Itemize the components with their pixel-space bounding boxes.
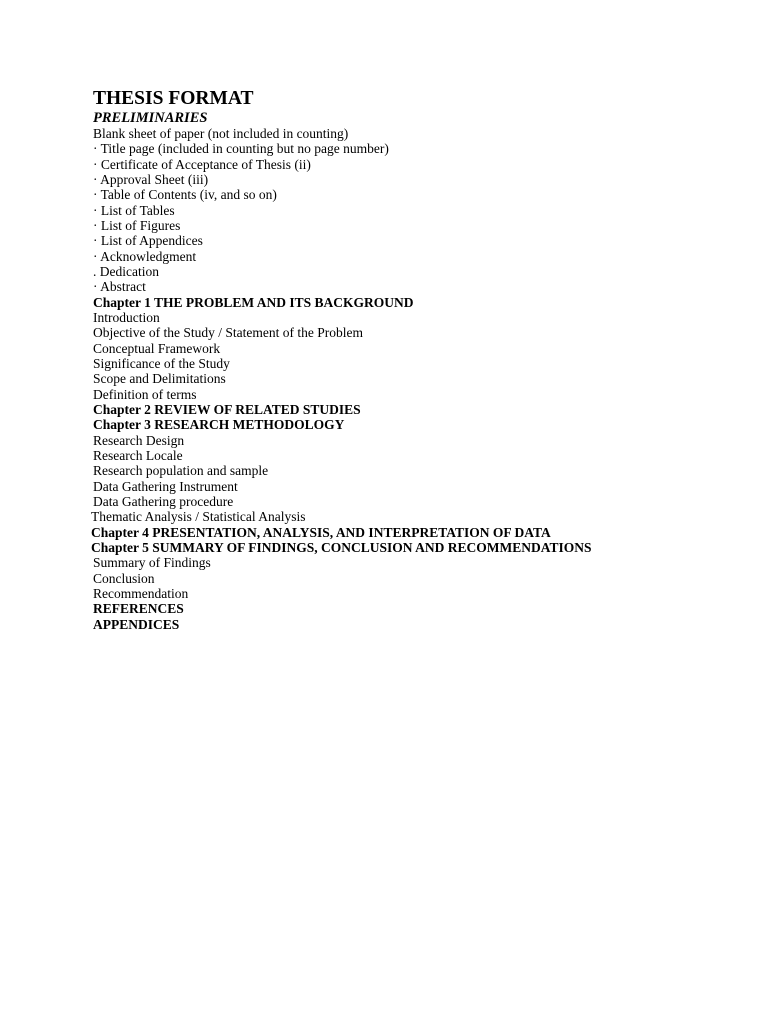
outline-item: · Acknowledgment [93, 248, 197, 264]
chapter-heading: Chapter 5 SUMMARY OF FINDINGS, CONCLUSION AND RECOMMENDATIONS [91, 539, 592, 555]
chapter-heading: APPENDICES [93, 616, 180, 632]
chapter-heading: Chapter 3 RESEARCH METHODOLOGY [93, 417, 345, 433]
outline-item: Recommendation [93, 585, 189, 601]
outline-item: · Title page (included in counting but no page number) [93, 141, 389, 157]
outline-item: Data Gathering Instrument [93, 478, 238, 494]
outline-item: Introduction [93, 309, 160, 325]
outline-item: · Abstract [93, 279, 146, 295]
outline-item: · Approval Sheet (iii) [93, 171, 209, 187]
outline-item: Blank sheet of paper (not included in counting) [93, 126, 349, 141]
outline-item: · Certificate of Acceptance of Thesis (ii) [93, 156, 311, 172]
outline-item: Scope and Delimitations [93, 371, 226, 387]
outline-item: · Table of Contents (iv, and so on) [93, 187, 277, 203]
outline-item: Definition of terms [93, 386, 197, 402]
outline-item: Research population and sample [93, 463, 269, 479]
outline-item: · List of Tables [93, 202, 175, 218]
outline-item: Summary of Findings [93, 555, 211, 571]
section-heading-preliminaries: PRELIMINARIES [93, 110, 208, 126]
outline-item: Research Design [93, 432, 185, 448]
document-title: THESIS FORMAT [93, 88, 254, 109]
chapter-heading: Chapter 2 REVIEW OF RELATED STUDIES [93, 401, 361, 417]
outline-item: Thematic Analysis / Statistical Analysis [91, 509, 306, 525]
outline-item: Conclusion [93, 570, 155, 586]
outline-item: Conceptual Framework [93, 340, 221, 356]
outline-item: . Dedication [93, 263, 159, 279]
outline-item: Data Gathering procedure [93, 493, 234, 509]
outline-item: Significance of the Study [93, 355, 230, 371]
chapter-heading: REFERENCES [93, 601, 184, 617]
outline-item: Research Locale [93, 447, 183, 463]
outline-item: · List of Figures [93, 217, 181, 233]
chapter-heading: Chapter 4 PRESENTATION, ANALYSIS, AND INTERPRETATION OF DATA [91, 524, 551, 540]
outline-item: · List of Appendices [93, 233, 203, 249]
chapter-heading: Chapter 1 THE PROBLEM AND ITS BACKGROUND [93, 294, 414, 310]
outline-item: Objective of the Study / Statement of the Problem [93, 325, 363, 341]
